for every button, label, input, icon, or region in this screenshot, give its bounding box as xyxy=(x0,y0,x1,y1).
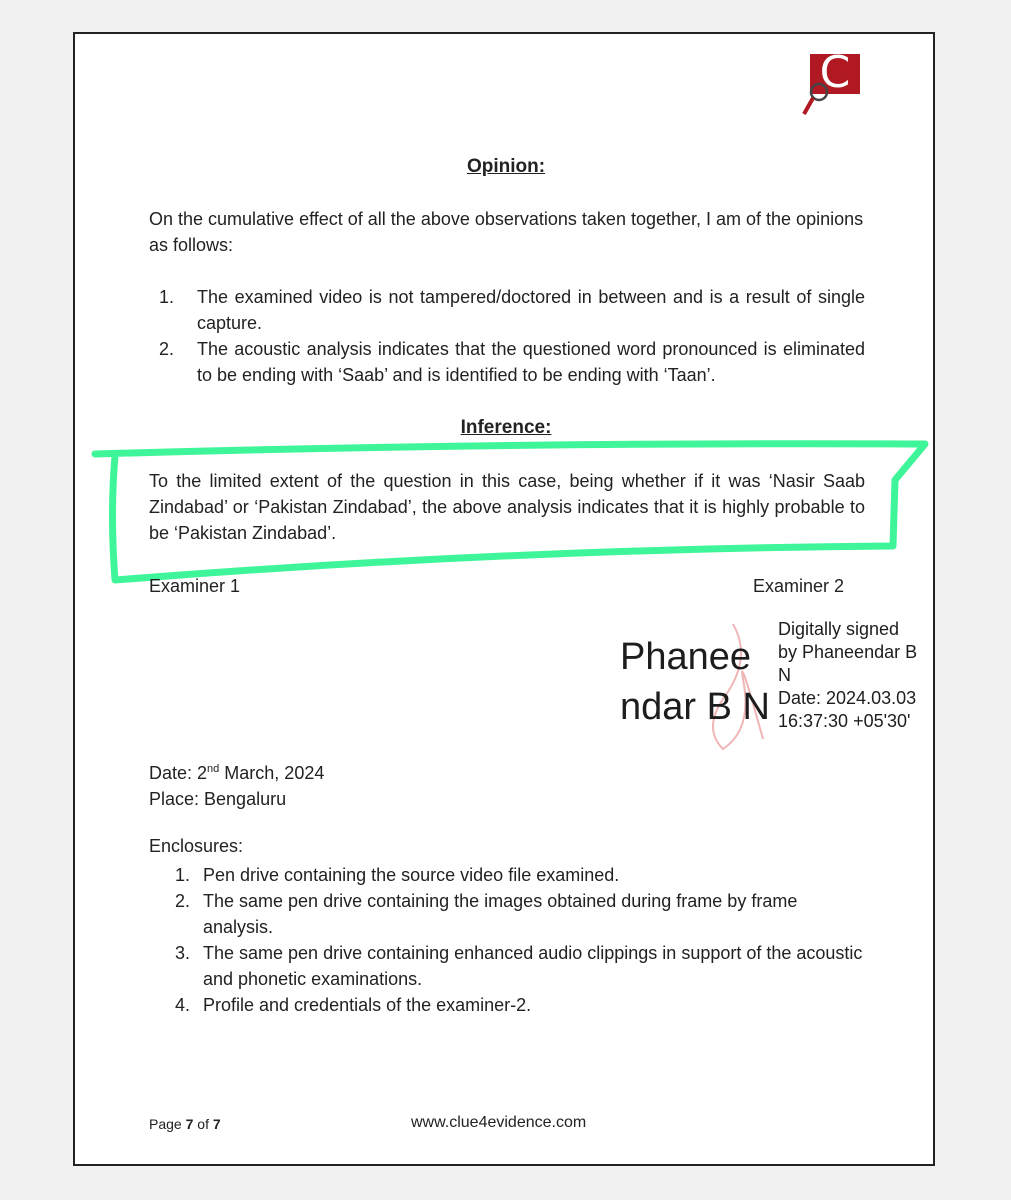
examiner-1-label: Examiner 1 xyxy=(149,576,241,596)
signature-name: Phanee ndar B N xyxy=(620,636,770,728)
list-item: 4. Profile and credentials of the examiner-2. xyxy=(175,995,532,1015)
list-item: 1. The examined video is not tampered/doctored in between and is a result of single capture. xyxy=(159,287,865,333)
opinion-heading: Opinion: xyxy=(466,156,546,177)
place-line: Place: Bengaluru xyxy=(149,789,287,809)
inference-text: To the limited extent of the question in this case, being whether if it was ‘Nasir Saab Zindabad’ or ‘Pakistan Zindabad’, the above analysis indicates that it is highly probable to be ‘Pakistan Zindabad’. xyxy=(149,471,865,543)
opinion-intro: On the cumulative effect of all the above observations taken together, I am of the opinions as follows: xyxy=(149,209,864,255)
list-item: 2. The same pen drive containing the images obtained during frame by frame analysis. xyxy=(175,891,798,937)
enclosures-heading: Enclosures: xyxy=(149,836,244,856)
footer-url[interactable]: www.clue4evidence.com xyxy=(411,1114,587,1131)
document-page xyxy=(73,32,935,1166)
enclosures-list xyxy=(165,862,865,1018)
page-number: Page 7 of 7 xyxy=(149,1116,221,1132)
list-item: 3. The same pen drive containing enhanced audio clippings in support of the acoustic and phonetic examinations. xyxy=(175,943,863,989)
date-place xyxy=(149,756,324,812)
logo-letter: C xyxy=(819,47,851,98)
date-line: Date: 2nd March, 2024 xyxy=(149,763,325,783)
signature-details: Digitally signed by Phaneendar B N Date: 2024.03.03 16:37:30 +05'30' xyxy=(778,619,918,731)
list-item: 2. The acoustic analysis indicates that the questioned word pronounced is eliminated to be ending with ‘Saab’ and is identified to be ending with ‘Taan’. xyxy=(159,339,865,385)
inference-heading: Inference: xyxy=(460,417,552,438)
list-item: 1. Pen drive containing the source video file examined. xyxy=(175,865,620,885)
examiner-2-label: Examiner 2 xyxy=(753,576,845,596)
